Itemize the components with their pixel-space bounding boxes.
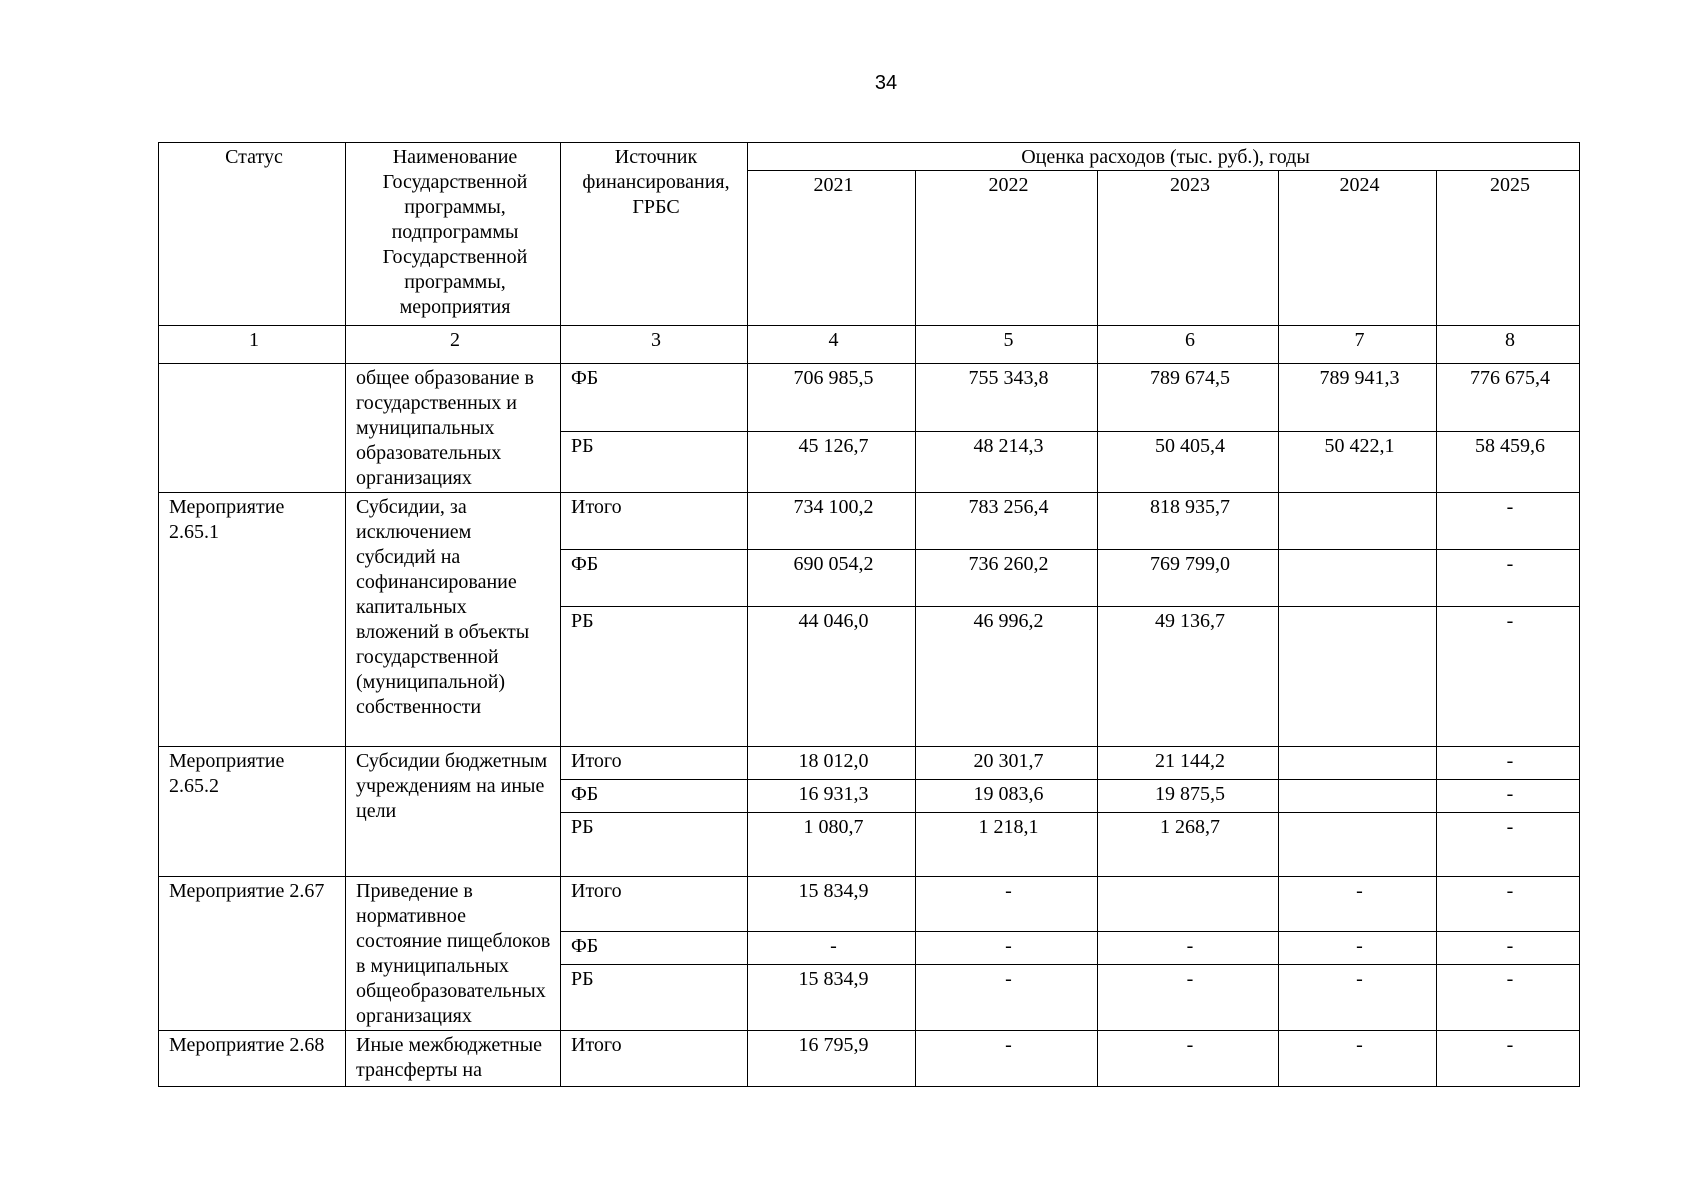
value-cell: 46 996,2 bbox=[916, 607, 1098, 747]
value-cell: 734 100,2 bbox=[748, 493, 916, 550]
value-cell: 45 126,7 bbox=[748, 432, 916, 493]
value-cell: - bbox=[1437, 607, 1580, 747]
value-cell: - bbox=[916, 1031, 1098, 1087]
status-cell: Мероприятие 2.65.1 bbox=[159, 493, 346, 747]
table-row bbox=[159, 493, 1580, 550]
value-cell: - bbox=[1437, 932, 1580, 965]
value-cell bbox=[1279, 493, 1437, 550]
value-cell: - bbox=[916, 877, 1098, 932]
table-row bbox=[159, 364, 1580, 432]
table-row bbox=[159, 1031, 1580, 1087]
value-cell bbox=[1279, 813, 1437, 877]
value-cell: 1 218,1 bbox=[916, 813, 1098, 877]
value-cell: 18 012,0 bbox=[748, 747, 916, 780]
source-cell: ФБ bbox=[561, 780, 748, 813]
source-cell: Итого bbox=[561, 877, 748, 932]
value-cell: 16 931,3 bbox=[748, 780, 916, 813]
value-cell: 19 875,5 bbox=[1098, 780, 1279, 813]
status-cell bbox=[159, 364, 346, 493]
column-number: 8 bbox=[1437, 326, 1580, 364]
value-cell: - bbox=[1098, 965, 1279, 1031]
column-number-row bbox=[159, 326, 1580, 364]
name-cell: Иные межбюджетные трансферты на bbox=[346, 1031, 561, 1087]
source-cell: РБ bbox=[561, 965, 748, 1031]
name-cell: Субсидии, за исключением субсидий на софинансирование капитальных вложений в объекты государственной (муниципальной) собственности bbox=[346, 493, 561, 747]
header-name: Наименование Государственной программы, подпрограммы Государственной программы, мероприятия bbox=[346, 143, 561, 326]
source-cell: ФБ bbox=[561, 550, 748, 607]
value-cell: 755 343,8 bbox=[916, 364, 1098, 432]
value-cell: 789 674,5 bbox=[1098, 364, 1279, 432]
value-cell: - bbox=[1279, 877, 1437, 932]
value-cell: 776 675,4 bbox=[1437, 364, 1580, 432]
source-cell: РБ bbox=[561, 432, 748, 493]
column-number: 4 bbox=[748, 326, 916, 364]
column-number: 6 bbox=[1098, 326, 1279, 364]
value-cell: - bbox=[1437, 877, 1580, 932]
value-cell: 19 083,6 bbox=[916, 780, 1098, 813]
value-cell: 21 144,2 bbox=[1098, 747, 1279, 780]
value-cell: - bbox=[1098, 1031, 1279, 1087]
value-cell: 49 136,7 bbox=[1098, 607, 1279, 747]
value-cell: 16 795,9 bbox=[748, 1031, 916, 1087]
column-number: 1 bbox=[159, 326, 346, 364]
value-cell: - bbox=[1279, 1031, 1437, 1087]
value-cell: 58 459,6 bbox=[1437, 432, 1580, 493]
value-cell: - bbox=[1279, 965, 1437, 1031]
value-cell: - bbox=[1437, 780, 1580, 813]
value-cell: 44 046,0 bbox=[748, 607, 916, 747]
source-cell: Итого bbox=[561, 493, 748, 550]
budget-table bbox=[158, 142, 1580, 1087]
value-cell: 789 941,3 bbox=[1279, 364, 1437, 432]
name-cell: Субсидии бюджетным учреждениям на иные цели bbox=[346, 747, 561, 877]
value-cell: 1 080,7 bbox=[748, 813, 916, 877]
value-cell: - bbox=[1437, 965, 1580, 1031]
value-cell: - bbox=[1098, 932, 1279, 965]
value-cell: 769 799,0 bbox=[1098, 550, 1279, 607]
name-cell: общее образование в государственных и муниципальных образовательных организациях bbox=[346, 364, 561, 493]
value-cell: 48 214,3 bbox=[916, 432, 1098, 493]
page-number: 34 bbox=[874, 72, 898, 94]
value-cell: - bbox=[1437, 493, 1580, 550]
source-cell: Итого bbox=[561, 1031, 748, 1087]
value-cell: 783 256,4 bbox=[916, 493, 1098, 550]
header-estimate: Оценка расходов (тыс. руб.), годы bbox=[748, 143, 1580, 171]
status-cell: Мероприятие 2.68 bbox=[159, 1031, 346, 1087]
value-cell: - bbox=[916, 932, 1098, 965]
table-row bbox=[159, 877, 1580, 932]
value-cell: - bbox=[1279, 932, 1437, 965]
value-cell: 706 985,5 bbox=[748, 364, 916, 432]
status-cell: Мероприятие 2.67 bbox=[159, 877, 346, 1031]
value-cell bbox=[1279, 607, 1437, 747]
column-number: 5 bbox=[916, 326, 1098, 364]
value-cell: 50 405,4 bbox=[1098, 432, 1279, 493]
column-number: 7 bbox=[1279, 326, 1437, 364]
value-cell: - bbox=[748, 932, 916, 965]
status-cell: Мероприятие 2.65.2 bbox=[159, 747, 346, 877]
value-cell: - bbox=[1437, 550, 1580, 607]
value-cell: 50 422,1 bbox=[1279, 432, 1437, 493]
value-cell bbox=[1279, 747, 1437, 780]
header-year: 2022 bbox=[916, 171, 1098, 326]
source-cell: РБ bbox=[561, 813, 748, 877]
source-cell: ФБ bbox=[561, 932, 748, 965]
table-row bbox=[159, 747, 1580, 780]
value-cell: - bbox=[1437, 747, 1580, 780]
header-year: 2023 bbox=[1098, 171, 1279, 326]
value-cell: - bbox=[916, 965, 1098, 1031]
value-cell bbox=[1098, 877, 1279, 932]
value-cell: - bbox=[1437, 813, 1580, 877]
header-year: 2024 bbox=[1279, 171, 1437, 326]
value-cell: 15 834,9 bbox=[748, 877, 916, 932]
value-cell: 818 935,7 bbox=[1098, 493, 1279, 550]
column-number: 2 bbox=[346, 326, 561, 364]
source-cell: РБ bbox=[561, 607, 748, 747]
source-cell: ФБ bbox=[561, 364, 748, 432]
header-source: Источник финансирования, ГРБС bbox=[561, 143, 748, 326]
source-cell: Итого bbox=[561, 747, 748, 780]
column-number: 3 bbox=[561, 326, 748, 364]
name-cell: Приведение в нормативное состояние пищеблоков в муниципальных общеобразовательных организациях bbox=[346, 877, 561, 1031]
header-year: 2025 bbox=[1437, 171, 1580, 326]
value-cell: 736 260,2 bbox=[916, 550, 1098, 607]
value-cell bbox=[1279, 780, 1437, 813]
value-cell: 15 834,9 bbox=[748, 965, 916, 1031]
value-cell: 690 054,2 bbox=[748, 550, 916, 607]
value-cell: - bbox=[1437, 1031, 1580, 1087]
value-cell bbox=[1279, 550, 1437, 607]
value-cell: 20 301,7 bbox=[916, 747, 1098, 780]
header-status: Статус bbox=[159, 143, 346, 326]
header-year: 2021 bbox=[748, 171, 916, 326]
value-cell: 1 268,7 bbox=[1098, 813, 1279, 877]
